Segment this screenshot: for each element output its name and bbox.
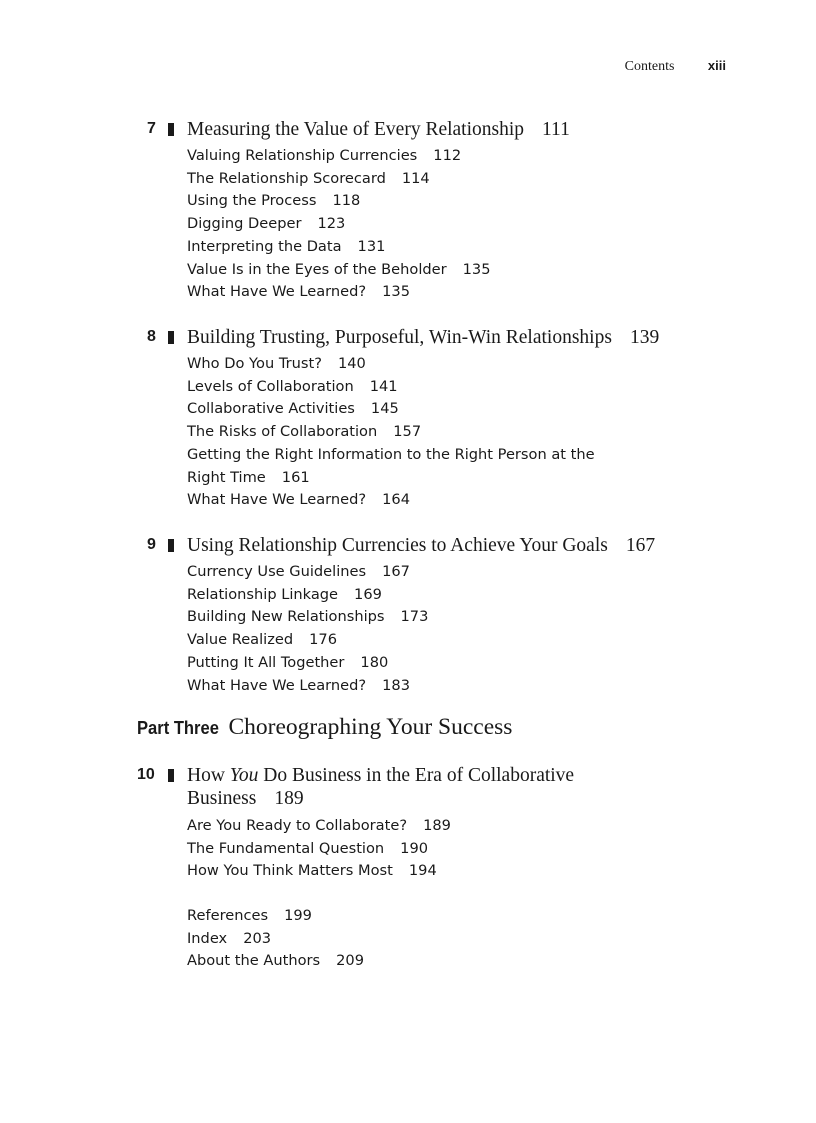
chapter-number: 9 — [147, 536, 156, 553]
entry-title: Currency Use Guidelines — [187, 563, 367, 580]
entry-page: 131 — [357, 237, 386, 255]
toc-entry — [187, 815, 451, 838]
chapter-title-emphasis: You — [229, 765, 259, 786]
entry-page: 194 — [408, 862, 437, 880]
entry-title: Index — [187, 929, 228, 947]
toc-entry-continuation — [187, 467, 595, 490]
chapter-title — [187, 118, 747, 141]
toc-entry — [187, 652, 428, 675]
toc-entry — [187, 145, 491, 168]
toc-entry — [187, 860, 451, 883]
entry-page: 157 — [393, 423, 422, 441]
toc-entry — [187, 168, 491, 191]
entry-title: Building New Relationships — [187, 608, 385, 626]
entry-title: Digging Deeper — [187, 215, 302, 233]
entry-title-continuation: Right Time — [187, 468, 266, 486]
entry-page: 180 — [360, 653, 389, 671]
toc-entry — [187, 584, 428, 607]
entry-title: Are You Ready to Collaborate? — [187, 817, 408, 834]
chapter-title-line-2: Business — [187, 788, 257, 809]
entry-title: Putting It All Together — [187, 653, 345, 671]
toc-entry — [187, 281, 491, 304]
entry-title: References — [187, 907, 269, 924]
toc-entry — [187, 213, 491, 236]
entry-title: Who Do You Trust? — [187, 355, 322, 372]
back-matter-entries — [187, 905, 364, 973]
running-head — [625, 58, 726, 75]
entry-title: What Have We Learned? — [187, 491, 367, 509]
entry-page: 189 — [423, 817, 451, 834]
toc-entry — [187, 236, 491, 259]
entry-page: 167 — [382, 563, 410, 580]
toc-entry — [187, 398, 595, 421]
chapter-title-text: Using Relationship Currencies to Achieve Your Goals — [187, 535, 608, 556]
chapter-number: 7 — [147, 120, 156, 137]
chapter-title-part-2: Do Business in the Era of Collaborative — [258, 765, 575, 786]
entry-page: 140 — [337, 355, 366, 372]
chapter-title-text: Measuring the Value of Every Relationship — [187, 119, 525, 140]
entry-page: 135 — [462, 260, 491, 278]
toc-entry — [187, 376, 595, 399]
chapter-number: 10 — [137, 766, 155, 783]
entry-page: 135 — [382, 283, 410, 301]
toc-entry — [187, 675, 428, 698]
chapter-entries — [187, 353, 595, 512]
entry-title: The Risks of Collaboration — [187, 423, 378, 441]
toc-entry — [187, 905, 364, 928]
entry-title: About the Authors — [187, 952, 321, 970]
chapter-entries — [187, 815, 451, 883]
entry-page: 112 — [433, 147, 462, 164]
part-title: Choreographing Your Success — [228, 714, 513, 740]
entry-title: Getting the Right Information to the Right Person at the — [187, 445, 595, 463]
chapter-page: 111 — [542, 119, 570, 140]
entry-page: 176 — [309, 631, 337, 649]
running-head-label: Contents — [624, 59, 675, 74]
chapter-title-part-1: How — [187, 765, 230, 786]
chapter-entries — [187, 145, 491, 304]
toc-entry — [187, 838, 451, 861]
toc-entry — [187, 950, 364, 973]
toc-entry — [187, 606, 428, 629]
chapter-title — [187, 326, 747, 349]
entry-page: 164 — [382, 491, 410, 509]
entry-page: 169 — [354, 585, 382, 603]
toc-entry — [187, 489, 595, 512]
toc-entry — [187, 259, 491, 282]
entry-page: 203 — [243, 929, 272, 947]
chapter-page: 139 — [629, 327, 660, 348]
entry-title: The Relationship Scorecard — [187, 169, 386, 187]
entry-page: 209 — [336, 952, 364, 970]
entry-page: 145 — [370, 400, 399, 418]
entry-page: 114 — [401, 169, 430, 187]
entry-page: 161 — [281, 468, 310, 486]
chapter-marker — [168, 769, 174, 782]
chapter-marker — [168, 539, 174, 552]
entry-title: Using the Process — [187, 192, 317, 210]
entry-page: 199 — [284, 907, 312, 924]
entry-title: The Fundamental Question — [187, 839, 385, 857]
chapter-title — [187, 764, 747, 810]
entry-page: 190 — [400, 839, 429, 857]
toc-entry — [187, 629, 428, 652]
entry-title: Relationship Linkage — [187, 585, 339, 603]
toc-entry — [187, 561, 428, 584]
entry-title: Interpreting the Data — [187, 237, 342, 255]
toc-entry — [187, 444, 595, 467]
chapter-title-text: Building Trusting, Purposeful, Win-Win Relationships — [187, 327, 612, 348]
chapter-marker — [168, 123, 174, 136]
entry-title: Levels of Collaboration — [187, 377, 354, 395]
entry-title: What Have We Learned? — [187, 676, 367, 694]
entry-page: 173 — [400, 608, 429, 626]
toc-entry — [187, 421, 595, 444]
chapter-entries — [187, 561, 428, 697]
chapter-marker — [168, 331, 174, 344]
chapter-title — [187, 534, 747, 557]
entry-title: Valuing Relationship Currencies — [187, 147, 418, 164]
entry-page: 118 — [332, 192, 361, 210]
toc-entry — [187, 190, 491, 213]
toc-entry — [187, 353, 595, 376]
running-head-page-number: xiii — [707, 58, 726, 73]
entry-title: Value Realized — [187, 631, 294, 649]
chapter-page: 189 — [274, 788, 304, 809]
entry-title: Value Is in the Eyes of the Beholder — [187, 260, 447, 278]
entry-title: How You Think Matters Most — [187, 862, 393, 880]
entry-title: Collaborative Activities — [187, 400, 355, 418]
entry-page: 183 — [382, 676, 410, 694]
part-label: Part Three — [137, 718, 219, 738]
toc-entry — [187, 928, 364, 951]
entry-page: 141 — [369, 377, 398, 395]
chapter-number: 8 — [147, 328, 156, 345]
entry-title: What Have We Learned? — [187, 283, 367, 301]
entry-page: 123 — [317, 215, 346, 233]
chapter-page: 167 — [625, 535, 656, 556]
part-heading — [137, 714, 512, 741]
